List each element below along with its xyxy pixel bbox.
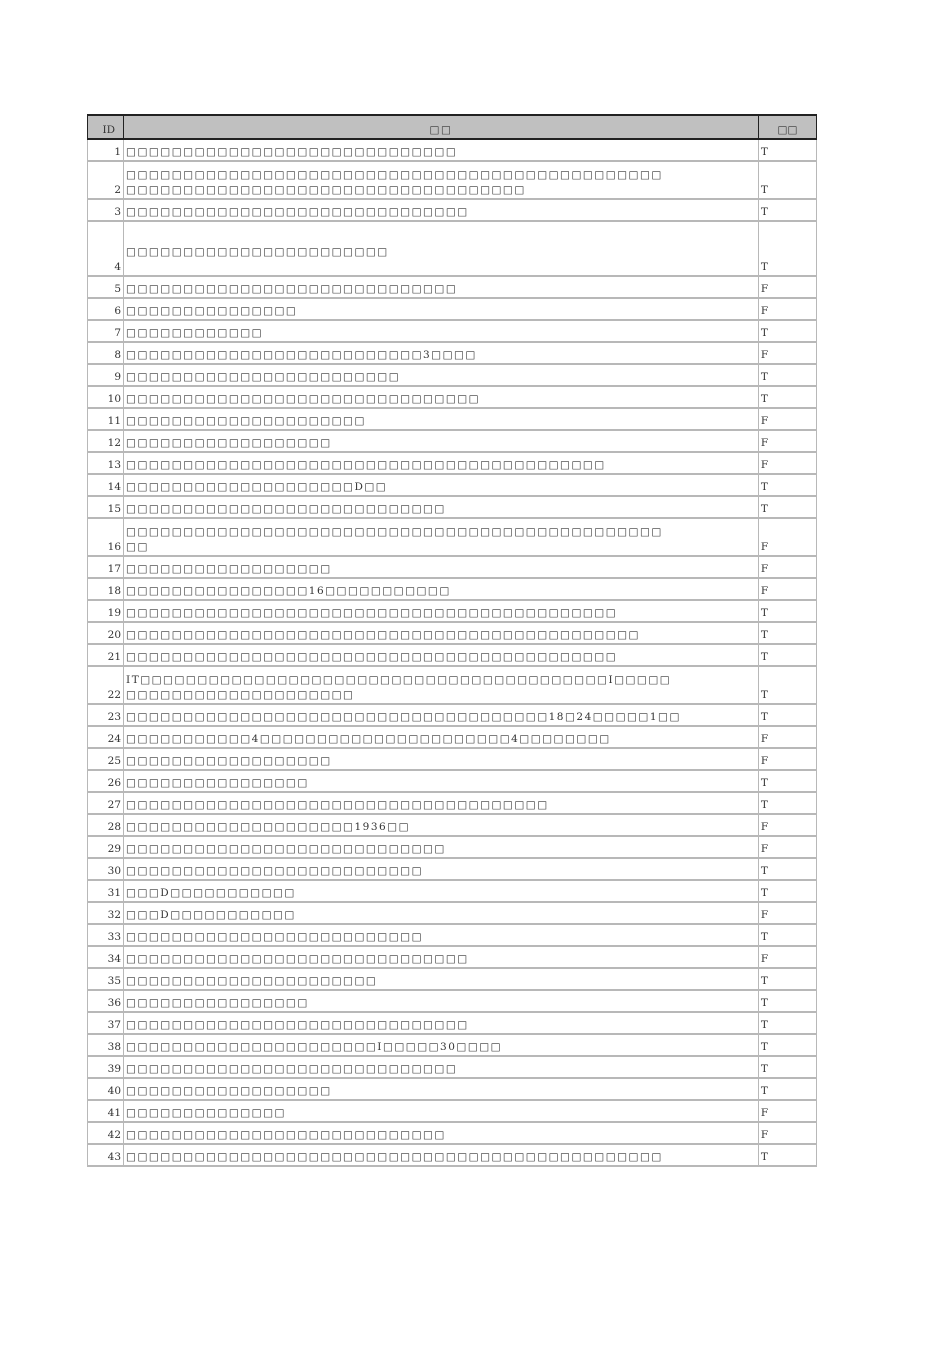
row-question: □□□□□□□□□□□□□□□ bbox=[124, 298, 759, 320]
row-id: 11 bbox=[88, 408, 124, 430]
row-id: 7 bbox=[88, 320, 124, 342]
row-answer: T bbox=[758, 474, 816, 496]
table-row bbox=[88, 474, 817, 496]
row-question: □□□□□□□□□□□□□□□□□□□□□□□□□□□□□□□□□□□□□ bbox=[124, 792, 759, 814]
row-answer: F bbox=[758, 276, 816, 298]
row-id: 29 bbox=[88, 836, 124, 858]
row-question: □□□□□□□□□□□4□□□□□□□□□□□□□□□□□□□□□□4□□□□□□□□ bbox=[124, 726, 759, 748]
row-question: □□□□□□□□□□□□□□□□□□ bbox=[124, 430, 759, 452]
table-row bbox=[88, 1034, 817, 1056]
row-answer: T bbox=[758, 139, 816, 161]
header-answer: □□ bbox=[758, 115, 816, 139]
row-id: 20 bbox=[88, 622, 124, 644]
table-row bbox=[88, 600, 817, 622]
row-answer: F bbox=[758, 430, 816, 452]
row-question: IT□□□□□□□□□□□□□□□□□□□□□□□□□□□□□□□□□□□□□□□□□I□□□□□ □□□□□□□□□□□□□□□□□□□□ bbox=[124, 666, 759, 704]
row-question: □□□□□□□□□□□□□□□□□□□□□□□□□□ bbox=[124, 924, 759, 946]
row-id: 12 bbox=[88, 430, 124, 452]
table-row bbox=[88, 221, 817, 276]
row-id: 41 bbox=[88, 1100, 124, 1122]
row-id: 21 bbox=[88, 644, 124, 666]
table-row bbox=[88, 556, 817, 578]
row-question: □□□□□□□□□□□□□□□□□□□□□ bbox=[124, 408, 759, 430]
row-question: □□□□□□□□□□□□□□□□□□□□□□□□□□□□□□□□□□□□□□□□□□□ bbox=[124, 644, 759, 666]
row-id: 18 bbox=[88, 578, 124, 600]
row-answer: T bbox=[758, 644, 816, 666]
row-answer: T bbox=[758, 161, 816, 199]
table-row bbox=[88, 902, 817, 924]
row-question: □□□□□□□□□□□□□□□□□□ bbox=[124, 748, 759, 770]
row-answer: T bbox=[758, 496, 816, 518]
row-answer: T bbox=[758, 600, 816, 622]
row-answer: F bbox=[758, 726, 816, 748]
table-row bbox=[88, 320, 817, 342]
row-id: 27 bbox=[88, 792, 124, 814]
row-id: 31 bbox=[88, 880, 124, 902]
row-answer: F bbox=[758, 556, 816, 578]
row-question: □□□□□□□□□□□□□□□□□□□□□□□□□□□□□□□□□□□□□□□□□□□□□□□ bbox=[124, 1144, 759, 1166]
table-row bbox=[88, 704, 817, 726]
row-question: □□□□□□□□□□□□□□□□□□ bbox=[124, 1078, 759, 1100]
row-question: □□□□□□□□□□□□□□ bbox=[124, 1100, 759, 1122]
row-id: 9 bbox=[88, 364, 124, 386]
row-id: 19 bbox=[88, 600, 124, 622]
row-answer: F bbox=[758, 946, 816, 968]
table-header bbox=[88, 115, 817, 139]
row-answer: T bbox=[758, 364, 816, 386]
row-answer: T bbox=[758, 990, 816, 1012]
row-answer: F bbox=[758, 902, 816, 924]
row-question: □□□□□□□□□□□□□□□□□□□□□□□□□□□□□□□□□□□□□□□□□□ bbox=[124, 452, 759, 474]
row-question: □□□□□□□□□□□□□□□□□□□□□□□□□□□□□□□□□□□□□□□□□□□ bbox=[124, 600, 759, 622]
table-row bbox=[88, 622, 817, 644]
row-answer: F bbox=[758, 452, 816, 474]
table-row bbox=[88, 792, 817, 814]
row-answer: T bbox=[758, 622, 816, 644]
row-id: 35 bbox=[88, 968, 124, 990]
row-answer: F bbox=[758, 298, 816, 320]
row-answer: T bbox=[758, 666, 816, 704]
table-row bbox=[88, 199, 817, 221]
row-question: □□□□□□□□□□□□ bbox=[124, 320, 759, 342]
row-answer: T bbox=[758, 792, 816, 814]
row-question: □□□□□□□□□□□□□□□□□□□□□□□□□□□□□□ bbox=[124, 1012, 759, 1034]
row-question: □□□□□□□□□□□□□□□□ bbox=[124, 770, 759, 792]
table-row bbox=[88, 578, 817, 600]
row-answer: T bbox=[758, 1144, 816, 1166]
row-id: 24 bbox=[88, 726, 124, 748]
row-id: 30 bbox=[88, 858, 124, 880]
row-id: 42 bbox=[88, 1122, 124, 1144]
row-id: 38 bbox=[88, 1034, 124, 1056]
table-row bbox=[88, 518, 817, 556]
row-question: □□□□□□□□□□□□□□□□□□□□□□□□□□□□□□ bbox=[124, 946, 759, 968]
table-row bbox=[88, 386, 817, 408]
table-row bbox=[88, 990, 817, 1012]
row-answer: T bbox=[758, 221, 816, 276]
row-id: 32 bbox=[88, 902, 124, 924]
row-question: □□□□□□□□□□□□□□□□□□□□□□□□ bbox=[124, 364, 759, 386]
row-question: □□□□□□□□□□□□□□□□□□□□□□□□□□□□□ bbox=[124, 1056, 759, 1078]
row-id: 34 bbox=[88, 946, 124, 968]
table-row bbox=[88, 276, 817, 298]
table-row bbox=[88, 430, 817, 452]
row-question: □□□□□□□□□□□□□□□□□□□□□□□□□□□□□□□ bbox=[124, 386, 759, 408]
table-row bbox=[88, 946, 817, 968]
row-id: 36 bbox=[88, 990, 124, 1012]
row-answer: F bbox=[758, 814, 816, 836]
row-question: □□□□□□□□□□□□□□□□□□□□□□□□□□□□□ bbox=[124, 276, 759, 298]
row-question: □□□□□□□□□□□□□□□□□□□□□□□□□□□□ bbox=[124, 1122, 759, 1144]
row-id: 4 bbox=[88, 221, 124, 276]
table-row bbox=[88, 161, 817, 199]
table-row bbox=[88, 726, 817, 748]
table-row bbox=[88, 814, 817, 836]
row-answer: F bbox=[758, 518, 816, 556]
table-row bbox=[88, 139, 817, 161]
row-answer: F bbox=[758, 1100, 816, 1122]
table-row bbox=[88, 1122, 817, 1144]
row-id: 15 bbox=[88, 496, 124, 518]
table-row bbox=[88, 342, 817, 364]
row-id: 37 bbox=[88, 1012, 124, 1034]
table-row bbox=[88, 1012, 817, 1034]
row-answer: T bbox=[758, 924, 816, 946]
table-row bbox=[88, 1078, 817, 1100]
row-question: □□□□□□□□□□□□□□□□□□□□□□□□□□ bbox=[124, 858, 759, 880]
table-row bbox=[88, 496, 817, 518]
row-id: 14 bbox=[88, 474, 124, 496]
row-answer: F bbox=[758, 408, 816, 430]
header-question: □□ bbox=[124, 115, 759, 139]
row-question: □□□□□□□□□□□□□□□□16□□□□□□□□□□□ bbox=[124, 578, 759, 600]
row-question: □□□□□□□□□□□□□□□□□□□□□□I□□□□□30□□□□ bbox=[124, 1034, 759, 1056]
row-answer: F bbox=[758, 578, 816, 600]
row-answer: T bbox=[758, 770, 816, 792]
row-answer: T bbox=[758, 704, 816, 726]
table-row bbox=[88, 1144, 817, 1166]
table-row bbox=[88, 298, 817, 320]
row-question: □□□□□□□□□□□□□□□□□□□□□□□□□□□□□□□□□□□□□□□□□□□□□□□ □□□□□□□□□□□□□□□□□□□□□□□□□□□□□□□□□□□ bbox=[124, 161, 759, 199]
row-id: 23 bbox=[88, 704, 124, 726]
row-question: □□□□□□□□□□□□□□□□□□□□□□□□□□□□□□□□□□□□□18□24□□□□□1□□ bbox=[124, 704, 759, 726]
table-row bbox=[88, 748, 817, 770]
table-row bbox=[88, 1056, 817, 1078]
table-row bbox=[88, 924, 817, 946]
row-id: 8 bbox=[88, 342, 124, 364]
row-id: 17 bbox=[88, 556, 124, 578]
row-question: □□□□□□□□□□□□□□□□□□□□□□□□□□□□□□ bbox=[124, 199, 759, 221]
row-question: □□□□□□□□□□□□□□□□ bbox=[124, 990, 759, 1012]
table-row bbox=[88, 1100, 817, 1122]
table-row bbox=[88, 644, 817, 666]
row-answer: T bbox=[758, 1034, 816, 1056]
row-id: 28 bbox=[88, 814, 124, 836]
table-row bbox=[88, 880, 817, 902]
row-question: □□□□□□□□□□□□□□□□□□□□□□□□□□□□□□□□□□□□□□□□□□□□□□□ □□ bbox=[124, 518, 759, 556]
header-id: ID bbox=[88, 115, 124, 139]
row-question: □□□□□□□□□□□□□□□□□□□□□□□□□□□□□□□□□□□□□□□□□□□□□ bbox=[124, 622, 759, 644]
row-answer: T bbox=[758, 386, 816, 408]
row-question: □□□□□□□□□□□□□□□□□□□□D□□ bbox=[124, 474, 759, 496]
row-answer: T bbox=[758, 199, 816, 221]
row-id: 6 bbox=[88, 298, 124, 320]
row-id: 2 bbox=[88, 161, 124, 199]
row-id: 13 bbox=[88, 452, 124, 474]
table-body bbox=[88, 139, 817, 1166]
row-id: 33 bbox=[88, 924, 124, 946]
row-question: □□□□□□□□□□□□□□□□□□□□□□□□□□□□ bbox=[124, 836, 759, 858]
table-row bbox=[88, 452, 817, 474]
question-table bbox=[87, 114, 817, 1167]
row-id: 22 bbox=[88, 666, 124, 704]
row-answer: T bbox=[758, 1078, 816, 1100]
row-answer: F bbox=[758, 836, 816, 858]
row-answer: F bbox=[758, 1122, 816, 1144]
table-row bbox=[88, 770, 817, 792]
row-answer: T bbox=[758, 968, 816, 990]
table-row bbox=[88, 858, 817, 880]
row-id: 16 bbox=[88, 518, 124, 556]
row-question: □□□□□□□□□□□□□□□□□□□□□□□□□□3□□□□ bbox=[124, 342, 759, 364]
table-row bbox=[88, 968, 817, 990]
table-row bbox=[88, 836, 817, 858]
row-question: □□□□□□□□□□□□□□□□□□□□1936□□ bbox=[124, 814, 759, 836]
row-answer: T bbox=[758, 320, 816, 342]
row-answer: T bbox=[758, 1012, 816, 1034]
row-id: 10 bbox=[88, 386, 124, 408]
row-answer: F bbox=[758, 342, 816, 364]
row-question: □□□□□□□□□□□□□□□□□□□□□□□□□□□□□ bbox=[124, 139, 759, 161]
row-answer: T bbox=[758, 880, 816, 902]
row-id: 3 bbox=[88, 199, 124, 221]
row-question: □□□D□□□□□□□□□□□ bbox=[124, 902, 759, 924]
row-id: 43 bbox=[88, 1144, 124, 1166]
table-row bbox=[88, 666, 817, 704]
row-answer: F bbox=[758, 748, 816, 770]
row-question: □□□□□□□□□□□□□□□□□□□□□□□□□□□□ bbox=[124, 496, 759, 518]
row-id: 39 bbox=[88, 1056, 124, 1078]
row-question: □□□□□□□□□□□□□□□□□□ bbox=[124, 556, 759, 578]
row-id: 1 bbox=[88, 139, 124, 161]
row-id: 25 bbox=[88, 748, 124, 770]
row-answer: T bbox=[758, 1056, 816, 1078]
table-row bbox=[88, 408, 817, 430]
table-row bbox=[88, 364, 817, 386]
row-answer: T bbox=[758, 858, 816, 880]
row-question: □□□D□□□□□□□□□□□ bbox=[124, 880, 759, 902]
row-question: □□□□□□□□□□□□□□□□□□□□□□□ bbox=[124, 221, 759, 276]
row-id: 26 bbox=[88, 770, 124, 792]
row-question: □□□□□□□□□□□□□□□□□□□□□□ bbox=[124, 968, 759, 990]
row-id: 5 bbox=[88, 276, 124, 298]
row-id: 40 bbox=[88, 1078, 124, 1100]
